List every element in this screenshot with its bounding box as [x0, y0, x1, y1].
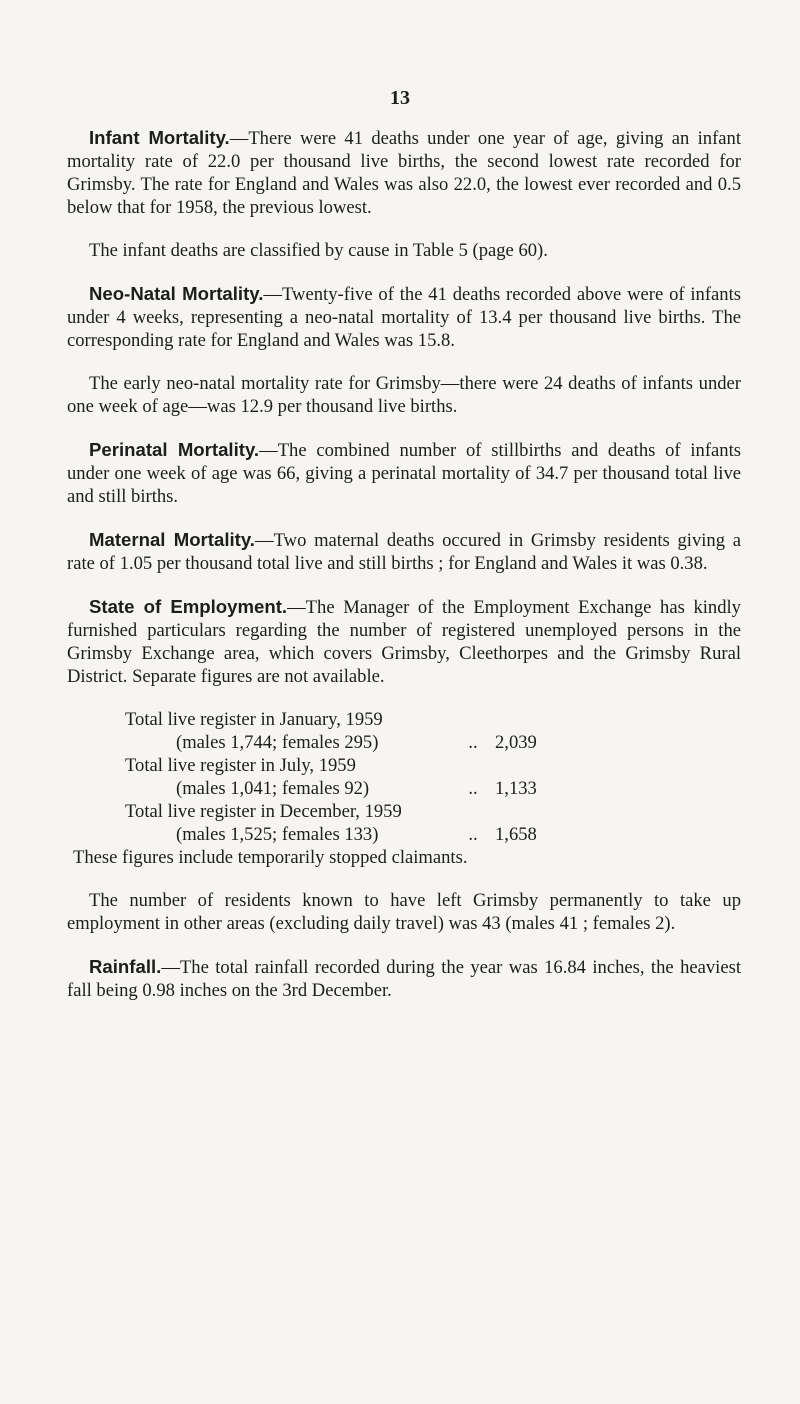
- row-leader-dots: ..: [468, 778, 478, 799]
- paragraph-infant-deaths-classification: [67, 239, 741, 262]
- paragraph-text: —The combined number of stillbirths and deaths of infants under one week of age was 66, giving a perinatal mortality of 34.7 per thousand total live and still births.: [67, 440, 741, 507]
- section-heading: Neo-Natal Mortality.: [89, 283, 264, 304]
- table-row: [67, 754, 741, 800]
- page-body: [67, 126, 741, 1022]
- paragraph-early-neo-natal: [67, 372, 741, 418]
- paragraph-perinatal-mortality: [67, 438, 741, 508]
- paragraph-text: The infant deaths are classified by cause in Table 5 (page 60).: [89, 240, 548, 261]
- row-leader-dots: ..: [468, 732, 478, 753]
- row-leader-dots: ..: [468, 824, 478, 845]
- paragraph-neo-natal-mortality: [67, 282, 741, 352]
- row-value: 2,039: [495, 732, 537, 753]
- employment-register-table: [67, 708, 741, 869]
- paragraph-text: The number of residents known to have left Grimsby permanently to take up employment in other areas (excluding daily travel) was 43 (males 41 ; females 2).: [67, 890, 741, 934]
- paragraph-text: —Two maternal deaths occured in Grimsby residents giving a rate of 1.05 per thousand total live and still births ; for England and Wales it was 0.38.: [67, 530, 741, 574]
- row-value: 1,658: [495, 824, 537, 845]
- paragraph-text: —There were 41 deaths under one year of age, giving an infant mortality rate of 22.0 per thousand live births, the second lowest rate recorded for Grimsby. The rate for England and Wales was also 22.0, the lowest ever recorded and 0.5 below that for 1958, the previous lowest.: [67, 128, 741, 218]
- table-row: [67, 800, 741, 846]
- row-value: 1,133: [495, 778, 537, 799]
- paragraph-rainfall: [67, 955, 741, 1002]
- row-detail: (males 1,525; females 133): [176, 824, 379, 845]
- section-heading: Maternal Mortality.: [89, 529, 255, 550]
- table-row: [67, 708, 741, 754]
- page-number: 13: [390, 87, 410, 109]
- row-label: Total live register in December, 1959: [125, 801, 402, 822]
- paragraph-residents-left: [67, 889, 741, 935]
- row-detail: (males 1,041; females 92): [176, 778, 370, 799]
- row-label: Total live register in July, 1959: [125, 755, 356, 776]
- paragraph-text: The early neo-natal mortality rate for Grimsby—there were 24 deaths of infants under one week of age—was 12.9 per thousand live births.: [67, 373, 741, 417]
- section-heading: State of Employment.: [89, 596, 288, 617]
- paragraph-text: —The total rainfall recorded during the year was 16.84 inches, the heaviest fall being 0.98 inches on the 3rd December.: [67, 957, 741, 1001]
- section-heading: Perinatal Mortality.: [89, 439, 260, 460]
- row-detail-line: [67, 731, 741, 754]
- row-detail: (males 1,744; females 295): [176, 732, 379, 753]
- paragraph-infant-mortality: [67, 126, 741, 219]
- section-heading: Infant Mortality.: [89, 127, 230, 148]
- section-heading: Rainfall.: [89, 956, 162, 977]
- paragraph-maternal-mortality: [67, 528, 741, 575]
- paragraph-text: —The Manager of the Employment Exchange has kindly furnished particulars regarding the number of registered unemployed persons in the Grimsby Exchange area, which covers Grimsby, Cleethorpes and the Grimsby Rural District. Separate figures are not available.: [67, 597, 741, 687]
- paragraph-state-of-employment: [67, 595, 741, 688]
- table-note: These figures include temporarily stopped claimants.: [73, 847, 468, 868]
- row-label: Total live register in January, 1959: [125, 709, 383, 730]
- paragraph-text: —Twenty-five of the 41 deaths recorded above were of infants under 4 weeks, representing a neo-natal mortality of 13.4 per thousand live births. The corresponding rate for England and Wales was 15.8.: [67, 284, 742, 351]
- row-detail-line: [67, 823, 741, 846]
- row-detail-line: [67, 777, 741, 800]
